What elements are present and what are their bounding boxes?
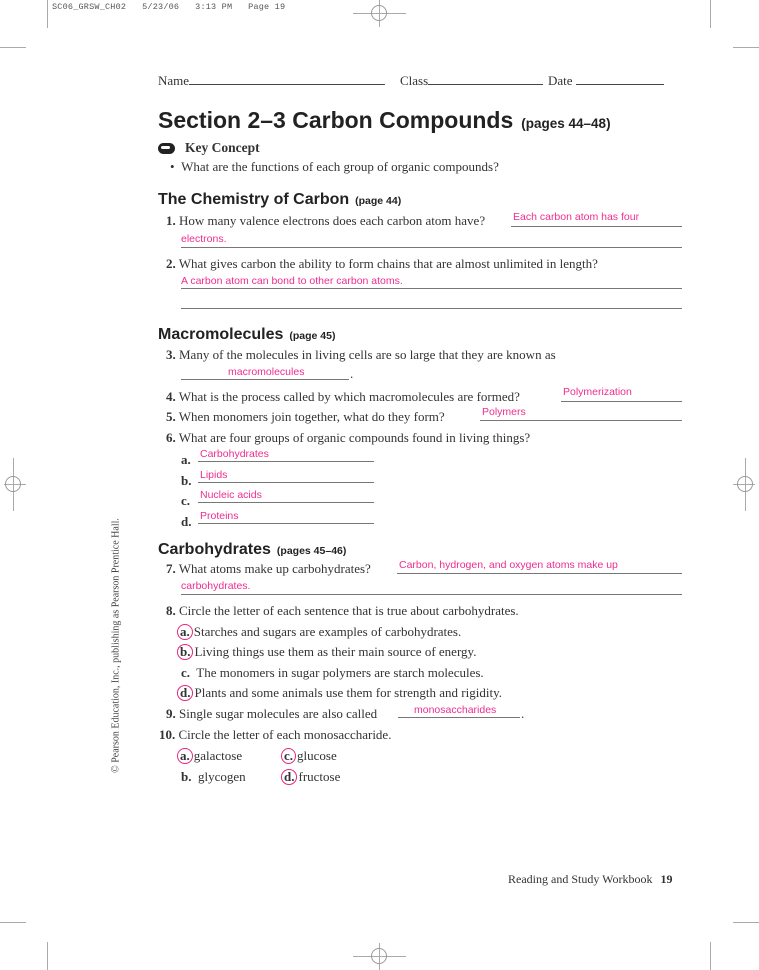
footer-book-title: Reading and Study Workbook xyxy=(508,872,653,886)
registration-mark-icon xyxy=(737,476,753,492)
answer-line xyxy=(181,288,682,289)
crop-mark xyxy=(47,0,48,28)
date-field[interactable] xyxy=(548,73,664,89)
answer-circle: a. xyxy=(177,748,193,764)
date-label: Date xyxy=(548,73,573,88)
name-label: Name xyxy=(158,73,190,88)
q8-option-c[interactable]: c. The monomers in sugar polymers are starch molecules. xyxy=(181,665,484,680)
q6-letter-d: d. xyxy=(181,514,192,529)
question-6: 6. What are four groups of organic compounds found in living things? xyxy=(166,430,531,445)
q6-letter-c: c. xyxy=(181,493,191,508)
registration-mark-icon xyxy=(371,5,387,21)
key-concept-label: Key Concept xyxy=(185,140,260,155)
answer-1-line1[interactable]: Each carbon atom has four xyxy=(513,211,640,223)
crop-mark xyxy=(710,0,711,28)
question-7: 7. What atoms make up carbohydrates? xyxy=(166,561,371,576)
answer-line xyxy=(511,226,682,227)
answer-6c[interactable]: Nucleic acids xyxy=(200,489,262,501)
key-concept-bullet: • What are the functions of each group of organic compounds? xyxy=(170,159,499,174)
class-label: Class xyxy=(400,73,429,88)
answer-3[interactable]: macromolecules xyxy=(228,366,305,378)
answer-6a[interactable]: Carbohydrates xyxy=(200,448,269,460)
question-4: 4. What is the process called by which macromolecules are formed? xyxy=(166,389,520,404)
name-field[interactable] xyxy=(158,73,385,89)
answer-line xyxy=(561,401,682,402)
key-icon xyxy=(158,143,175,154)
crop-mark xyxy=(47,942,48,970)
class-blank[interactable] xyxy=(428,84,543,85)
heading-macromolecules: Macromolecules (page 45) xyxy=(158,326,336,343)
footer-page-number: 19 xyxy=(660,872,673,886)
answer-4[interactable]: Polymerization xyxy=(563,386,632,398)
answer-circle: d. xyxy=(177,685,193,701)
answer-circle: d. xyxy=(281,769,297,785)
name-blank[interactable] xyxy=(189,84,385,85)
question-10: 10. Circle the letter of each monosaccharide. xyxy=(159,727,392,742)
answer-6b[interactable]: Lipids xyxy=(200,469,228,481)
section-title: Section 2–3 Carbon Compounds (pages 44–48) xyxy=(158,107,611,133)
answer-3-suffix: . xyxy=(350,366,354,381)
question-2: 2. What gives carbon the ability to form chains that are almost unlimited in length? xyxy=(166,256,598,271)
answer-5[interactable]: Polymers xyxy=(482,406,526,418)
class-field[interactable] xyxy=(400,73,543,89)
question-5: 5. When monomers join together, what do they form? xyxy=(166,409,445,424)
section-pages: (pages 44–48) xyxy=(521,116,611,131)
answer-6d[interactable]: Proteins xyxy=(200,510,239,522)
answer-circle: b. xyxy=(177,644,193,660)
registration-mark-icon xyxy=(371,948,387,964)
q8-option-b[interactable]: b. Living things use them as their main source of energy. xyxy=(181,644,476,660)
answer-line xyxy=(480,420,682,421)
answer-7-line2[interactable]: carbohydrates. xyxy=(181,580,251,592)
answer-2[interactable]: A carbon atom can bond to other carbon atoms. xyxy=(181,275,403,287)
q10-option-b[interactable]: b. glycogen xyxy=(181,769,246,784)
answer-line xyxy=(181,379,349,380)
crop-mark xyxy=(710,942,711,970)
question-9: 9. Single sugar molecules are also called xyxy=(166,706,378,721)
q6-letter-a: a. xyxy=(181,452,191,467)
q8-option-a[interactable]: a. Starches and sugars are examples of carbohydrates. xyxy=(181,624,461,640)
print-slug: SC06_GRSW_CH02 5/23/06 3:13 PM Page 19 xyxy=(52,2,286,12)
question-1: 1. How many valence electrons does each carbon atom have? xyxy=(166,213,486,228)
answer-9-suffix: . xyxy=(521,706,525,721)
footer xyxy=(508,872,672,887)
key-concept xyxy=(158,140,260,156)
answer-7-line1[interactable]: Carbon, hydrogen, and oxygen atoms make up xyxy=(399,559,618,571)
answer-line xyxy=(398,717,520,718)
heading-chemistry-of-carbon: The Chemistry of Carbon (page 44) xyxy=(158,191,402,208)
side-copyright: © Pearson Education, Inc., publishing as Pearson Prentice Hall. xyxy=(110,518,122,773)
answer-line xyxy=(198,482,374,483)
q10-option-d[interactable]: d. fructose xyxy=(285,769,340,785)
answer-circle: a. xyxy=(177,624,193,640)
answer-line xyxy=(397,573,682,574)
answer-line xyxy=(181,594,682,595)
q8-option-d[interactable]: d. Plants and some animals use them for strength and rigidity. xyxy=(181,685,502,701)
answer-line xyxy=(198,461,374,462)
answer-line xyxy=(181,247,682,248)
question-8: 8. Circle the letter of each sentence that is true about carbohydrates. xyxy=(166,603,519,618)
crop-mark xyxy=(733,47,759,48)
heading-carbohydrates: Carbohydrates (pages 45–46) xyxy=(158,541,347,558)
answer-1-line2[interactable]: electrons. xyxy=(181,233,227,245)
answer-line xyxy=(198,502,374,503)
crop-mark xyxy=(0,922,26,923)
crop-mark xyxy=(0,47,26,48)
date-blank[interactable] xyxy=(576,84,664,85)
answer-line xyxy=(198,523,374,524)
answer-line xyxy=(181,308,682,309)
answer-circle: c. xyxy=(281,748,296,764)
registration-mark-icon xyxy=(5,476,21,492)
q10-option-c[interactable]: c. glucose xyxy=(285,748,337,764)
question-3: 3. Many of the molecules in living cells are so large that they are known as xyxy=(166,347,556,362)
q6-letter-b: b. xyxy=(181,473,192,488)
answer-9[interactable]: monosaccharides xyxy=(414,704,497,716)
q10-option-a[interactable]: a. galactose xyxy=(181,748,242,764)
crop-mark xyxy=(733,922,759,923)
